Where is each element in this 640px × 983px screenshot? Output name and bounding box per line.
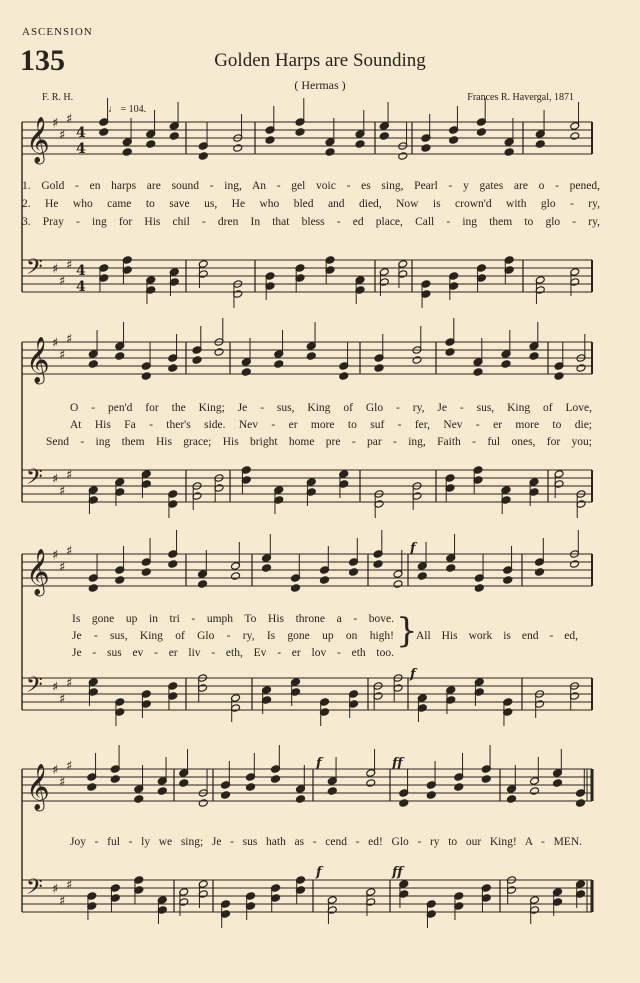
- note-head: [421, 144, 431, 153]
- note-head: [291, 584, 301, 593]
- dynamic-marking: f: [316, 756, 322, 771]
- note-head: [231, 572, 241, 581]
- key-signature-sharp: ♯: [59, 348, 66, 363]
- note-head: [530, 787, 540, 796]
- note-head: [379, 132, 389, 141]
- lyric-line: At His Fa - ther's side. Nev - er more to suf - fer, Nev - er more to die;: [70, 419, 592, 431]
- note-head: [501, 360, 511, 369]
- key-signature-sharp: ♯: [66, 258, 73, 273]
- note-head: [374, 364, 384, 373]
- time-signature: 4: [76, 263, 86, 279]
- key-signature-sharp: ♯: [52, 882, 59, 897]
- note-head: [570, 560, 580, 569]
- treble-clef: 𝄞: [26, 764, 50, 810]
- time-signature: 4: [76, 125, 86, 141]
- note-head: [445, 348, 455, 357]
- key-signature-sharp: ♯: [66, 759, 73, 774]
- time-signature: 4: [76, 279, 86, 295]
- key-signature-sharp: ♯: [52, 262, 59, 277]
- note-head: [507, 795, 517, 804]
- note-head: [529, 352, 539, 361]
- hymn-number: 135: [20, 44, 65, 77]
- note-head: [157, 787, 167, 796]
- note-head: [274, 360, 284, 369]
- note-head: [168, 364, 178, 373]
- key-signature-sharp: ♯: [66, 878, 73, 893]
- note-head: [535, 140, 545, 149]
- note-head: [570, 132, 580, 141]
- note-head: [115, 352, 125, 361]
- note-head: [179, 779, 189, 788]
- section-heading: ASCENSION: [22, 26, 93, 38]
- note-head: [398, 152, 408, 161]
- note-head: [265, 136, 275, 145]
- note-head: [241, 368, 251, 377]
- note-head: [393, 580, 403, 589]
- lyric-line: Send - ing them His grace; His bright home pre - par - ing, Faith - ful ones, for you;: [46, 436, 592, 448]
- key-signature-sharp: ♯: [59, 560, 66, 575]
- treble-clef: 𝄞: [26, 337, 50, 383]
- key-signature-sharp: ♯: [59, 274, 66, 289]
- note-head: [576, 799, 586, 808]
- bass-clef: 𝄢: [26, 465, 43, 495]
- key-signature-sharp: ♯: [66, 468, 73, 483]
- key-signature-sharp: ♯: [59, 775, 66, 790]
- note-head: [454, 783, 464, 792]
- note-head: [192, 356, 202, 365]
- note-head: [169, 132, 179, 141]
- lyric-line: 3. Pray - ing for His chil - dren In that bless - ed place, Call - ing them to glo - ry,: [22, 216, 600, 228]
- lyric-line: Joy - ful - ly we sing; Je - sus hath as - cend - ed! Glo - ry to our King! A - MEN.: [70, 836, 582, 848]
- note-head: [327, 787, 337, 796]
- note-head: [417, 572, 427, 581]
- note-head: [373, 560, 383, 569]
- note-head: [473, 368, 483, 377]
- lyric-line: All His work is end - ed,: [416, 630, 578, 642]
- note-head: [99, 128, 109, 137]
- tempo-marking: ♩ = 104.: [108, 104, 147, 115]
- note-head: [476, 128, 486, 137]
- note-head: [576, 364, 586, 373]
- key-signature-sharp: ♯: [52, 680, 59, 695]
- note-head: [88, 360, 98, 369]
- key-signature-sharp: ♯: [66, 112, 73, 127]
- key-signature-sharp: ♯: [59, 484, 66, 499]
- lyric-line: 2. He who came to save us, He who bled and died, Now is crown'd with glo - ry,: [22, 198, 600, 210]
- lyric-line: Je - sus, King of Glo - ry, Is gone up on high!: [72, 630, 394, 642]
- key-signature-sharp: ♯: [52, 548, 59, 563]
- note-head: [122, 148, 132, 157]
- key-signature-sharp: ♯: [66, 332, 73, 347]
- key-signature-sharp: ♯: [59, 692, 66, 707]
- note-head: [320, 576, 330, 585]
- lyric-line: O - pen'd for the King; Je - sus, King of Glo - ry, Je - sus, King of Love,: [70, 402, 592, 414]
- bass-clef: 𝄢: [26, 875, 43, 905]
- note-head: [366, 779, 376, 788]
- key-signature-sharp: ♯: [59, 894, 66, 909]
- note-head: [295, 128, 305, 137]
- treble-clef: 𝄞: [26, 549, 50, 595]
- note-head: [296, 795, 306, 804]
- key-signature-sharp: ♯: [52, 763, 59, 778]
- note-head: [198, 799, 208, 808]
- dynamic-marking: ff: [392, 865, 403, 880]
- note-head: [214, 348, 224, 357]
- note-head: [141, 568, 151, 577]
- key-signature-sharp: ♯: [52, 472, 59, 487]
- author-initials: F. R. H.: [42, 92, 74, 103]
- note-head: [271, 775, 281, 784]
- note-head: [115, 576, 125, 585]
- lyric-line: Je - sus ev - er liv - eth, Ev - er lov - eth too.: [72, 647, 394, 659]
- note-head: [141, 372, 151, 381]
- note-head: [349, 568, 359, 577]
- note-head: [481, 775, 491, 784]
- lyric-line: 1. Gold - en harps are sound - ing, An - gel voic - es sing, Pearl - y gates are o - pened,: [22, 180, 600, 192]
- note-head: [426, 791, 436, 800]
- key-signature-sharp: ♯: [59, 128, 66, 143]
- note-head: [412, 356, 422, 365]
- note-head: [553, 779, 563, 788]
- key-signature-sharp: ♯: [66, 676, 73, 691]
- note-head: [146, 140, 156, 149]
- note-head: [198, 580, 208, 589]
- time-signature: 4: [76, 141, 86, 157]
- note-head: [306, 352, 316, 361]
- treble-clef: 𝄞: [26, 117, 50, 163]
- note-head: [503, 576, 513, 585]
- note-head: [221, 791, 231, 800]
- note-head: [325, 148, 335, 157]
- key-signature-sharp: ♯: [52, 336, 59, 351]
- note-head: [262, 564, 272, 573]
- note-head: [449, 136, 459, 145]
- note-head: [355, 140, 365, 149]
- note-head: [446, 564, 456, 573]
- note-head: [339, 372, 349, 381]
- note-head: [554, 372, 564, 381]
- key-signature-sharp: ♯: [66, 544, 73, 559]
- note-head: [504, 148, 514, 157]
- bass-clef: 𝄢: [26, 673, 43, 703]
- author-credit: Frances R. Havergal, 1871: [467, 92, 574, 103]
- note-head: [399, 799, 409, 808]
- tune-name: ( Hermas ): [294, 78, 346, 92]
- note-head: [474, 584, 484, 593]
- note-head: [134, 795, 144, 804]
- note-head: [87, 783, 97, 792]
- bass-clef: 𝄢: [26, 255, 43, 285]
- dynamic-marking: ff: [392, 756, 403, 771]
- note-head: [246, 783, 256, 792]
- note-head: [233, 144, 243, 153]
- dynamic-marking: f: [410, 541, 416, 556]
- hymn-title: Golden Harps are Sounding: [214, 50, 426, 71]
- note-head: [110, 775, 120, 784]
- verse-brace: }: [396, 611, 418, 651]
- lyric-line: Is gone up in tri - umph To His throne a - bove.: [72, 613, 394, 625]
- note-head: [88, 584, 98, 593]
- dynamic-marking: f: [410, 667, 416, 682]
- key-signature-sharp: ♯: [52, 116, 59, 131]
- note-head: [168, 560, 178, 569]
- note-head: [198, 152, 208, 161]
- dynamic-marking: f: [316, 865, 322, 880]
- note-head: [535, 568, 545, 577]
